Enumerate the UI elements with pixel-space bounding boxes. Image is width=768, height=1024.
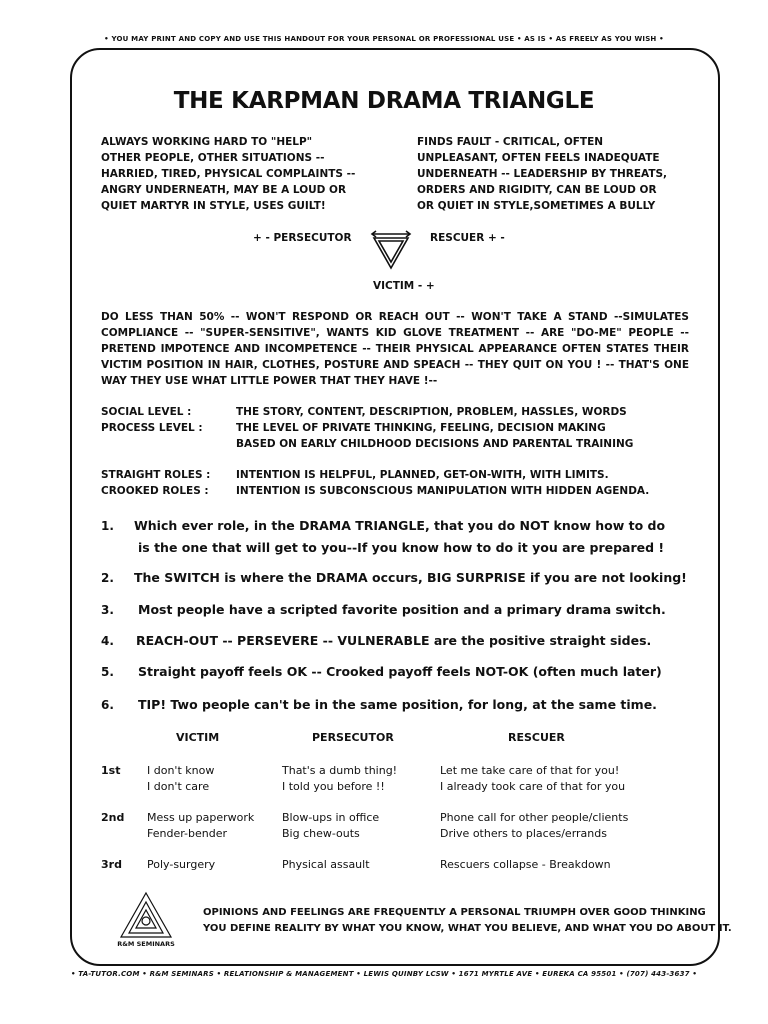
cell-line: I don't know <box>147 764 215 777</box>
table-header-victim: VICTIM <box>176 731 220 744</box>
cell-line: Phone call for other people/clients <box>440 811 629 824</box>
table-cell-rescuer <box>440 810 628 842</box>
cell-line: I don't care <box>147 780 210 793</box>
desc-line: ANGRY UNDERNEATH, MAY BE A LOUD OR <box>101 184 347 196</box>
rescuer-description <box>101 134 355 214</box>
victim-description: DO LESS THAN 50% -- WON'T RESPOND OR REACH OUT -- WON'T TAKE A STAND --SIMULATES COMPLIANCE -- "SUPER-SENSITIVE", WANTS KID GLOVE TREATMENT -- ARE "DO-ME" PEOPLE -- PRETEND IMPOTENCE AND INCOMPETENCE -- THEIR PHYSICAL APPEARANCE OFTEN STATES THEIR VICTIM POSITION IN HAIR, CLOTHES, POSTURE AND SPEACH -- THEY QUIT ON YOU ! -- THAT'S ONE WAY THEY USE WHAT LITTLE POWER THAT THEY HAVE !-- <box>101 311 689 387</box>
desc-line: OTHER PEOPLE, OTHER SITUATIONS -- <box>101 152 325 164</box>
desc-line: QUIET MARTYR IN STYLE, USES GUILT! <box>101 200 326 212</box>
victim-label: VICTIM - + <box>373 280 435 292</box>
item-text <box>134 515 665 559</box>
cell-line: Mess up paperwork <box>147 811 255 824</box>
item-text: REACH-OUT -- PERSEVERE -- VULNERABLE are the positive straight sides. <box>136 633 652 648</box>
item-number: 6. <box>101 698 114 712</box>
table-cell-victim <box>147 810 254 842</box>
table-header-rescuer: RESCUER <box>508 731 565 744</box>
cell-line: Big chew-outs <box>282 827 360 840</box>
table-cell-rescuer: Rescuers collapse - Breakdown <box>440 858 611 871</box>
crooked-roles-text: INTENTION IS SUBCONSCIOUS MANIPULATION WITH HIDDEN AGENDA. <box>236 485 650 497</box>
rescuer-label: RESCUER + - <box>430 232 505 244</box>
table-row-label: 2nd <box>101 811 125 824</box>
table-row-label: 3rd <box>101 858 122 871</box>
table-cell-rescuer <box>440 763 625 795</box>
drama-triangle-icon <box>368 228 414 274</box>
item-number: 2. <box>101 571 114 585</box>
social-level-label: SOCIAL LEVEL : <box>101 406 192 418</box>
cell-line: Blow-ups in office <box>282 811 380 824</box>
item-number: 4. <box>101 634 114 648</box>
item-number: 1. <box>101 519 114 533</box>
table-cell-victim: Poly-surgery <box>147 858 216 871</box>
contact-note: • TA-TUTOR.COM • R&M SEMINARS • RELATIONSHIP & MANAGEMENT • LEWIS QUINBY LCSW • 1671 MYRTLE AVE • EUREKA CA 95501 • (707) 443-3637 • <box>70 970 698 978</box>
process-line: BASED ON EARLY CHILDHOOD DECISIONS AND PARENTAL TRAINING <box>236 438 634 450</box>
item-line: Which ever role, in the DRAMA TRIANGLE, that you do NOT know how to do <box>134 518 666 533</box>
table-cell-persecutor <box>282 810 379 842</box>
persecutor-description <box>417 134 667 214</box>
persecutor-label: + - PERSECUTOR <box>253 232 352 244</box>
cell-line: Let me take care of that for you! <box>440 764 620 777</box>
social-level-text: THE STORY, CONTENT, DESCRIPTION, PROBLEM, HASSLES, WORDS <box>236 406 627 418</box>
item-number: 3. <box>101 603 114 617</box>
cell-line: That's a dumb thing! <box>282 764 398 777</box>
desc-line: OR QUIET IN STYLE,SOMETIMES A BULLY <box>417 200 656 212</box>
desc-line: ORDERS AND RIGIDITY, CAN BE LOUD OR <box>417 184 657 196</box>
item-text: The SWITCH is where the DRAMA occurs, BIG SURPRISE if you are not looking! <box>134 570 687 585</box>
desc-line: HARRIED, TIRED, PHYSICAL COMPLAINTS -- <box>101 168 356 180</box>
item-text: Straight payoff feels OK -- Crooked payoff feels NOT-OK (often much later) <box>138 664 662 679</box>
table-header-persecutor: PERSECUTOR <box>312 731 394 744</box>
item-number: 5. <box>101 665 114 679</box>
footer-quote <box>203 905 732 937</box>
straight-roles-text: INTENTION IS HELPFUL, PLANNED, GET-ON-WITH, WITH LIMITS. <box>236 469 609 481</box>
process-level-text <box>236 420 633 452</box>
cell-line: I already took care of that for you <box>440 780 626 793</box>
cell-line: I told you before !! <box>282 780 385 793</box>
item-line: is the one that will get to you--If you know how to do it you are prepared ! <box>138 540 665 555</box>
cell-line: Drive others to places/errands <box>440 827 607 840</box>
rm-seminars-logo-icon <box>118 890 174 940</box>
item-text: TIP! Two people can't be in the same position, for long, at the same time. <box>138 697 657 712</box>
table-cell-persecutor <box>282 763 397 795</box>
crooked-roles-label: CROOKED ROLES : <box>101 485 209 497</box>
item-text: Most people have a scripted favorite position and a primary drama switch. <box>138 602 666 617</box>
desc-line: UNDERNEATH -- LEADERSHIP BY THREATS, <box>417 168 668 180</box>
footer-line: OPINIONS AND FEELINGS ARE FREQUENTLY A PERSONAL TRIUMPH OVER GOOD THINKING <box>203 907 706 918</box>
page-title: THE KARPMAN DRAMA TRIANGLE <box>173 88 595 114</box>
logo-label: R&M SEMINARS <box>117 940 175 948</box>
table-row-label: 1st <box>101 764 121 777</box>
desc-line: UNPLEASANT, OFTEN FEELS INADEQUATE <box>417 152 660 164</box>
cell-line: Fender-bender <box>147 827 227 840</box>
table-cell-victim <box>147 763 214 795</box>
process-line: THE LEVEL OF PRIVATE THINKING, FEELING, DECISION MAKING <box>236 422 606 434</box>
straight-roles-label: STRAIGHT ROLES : <box>101 469 211 481</box>
desc-line: FINDS FAULT - CRITICAL, OFTEN <box>417 136 604 148</box>
usage-note: • YOU MAY PRINT AND COPY AND USE THIS HANDOUT FOR YOUR PERSONAL OR PROFESSIONAL USE • AS IS • AS FREELY AS YOU WISH • <box>104 35 664 43</box>
desc-line: ALWAYS WORKING HARD TO "HELP" <box>101 136 313 148</box>
footer-line: YOU DEFINE REALITY BY WHAT YOU KNOW, WHAT YOU BELIEVE, AND WHAT YOU DO ABOUT IT. <box>203 923 732 934</box>
process-level-label: PROCESS LEVEL : <box>101 422 203 434</box>
table-cell-persecutor: Physical assault <box>282 858 370 871</box>
